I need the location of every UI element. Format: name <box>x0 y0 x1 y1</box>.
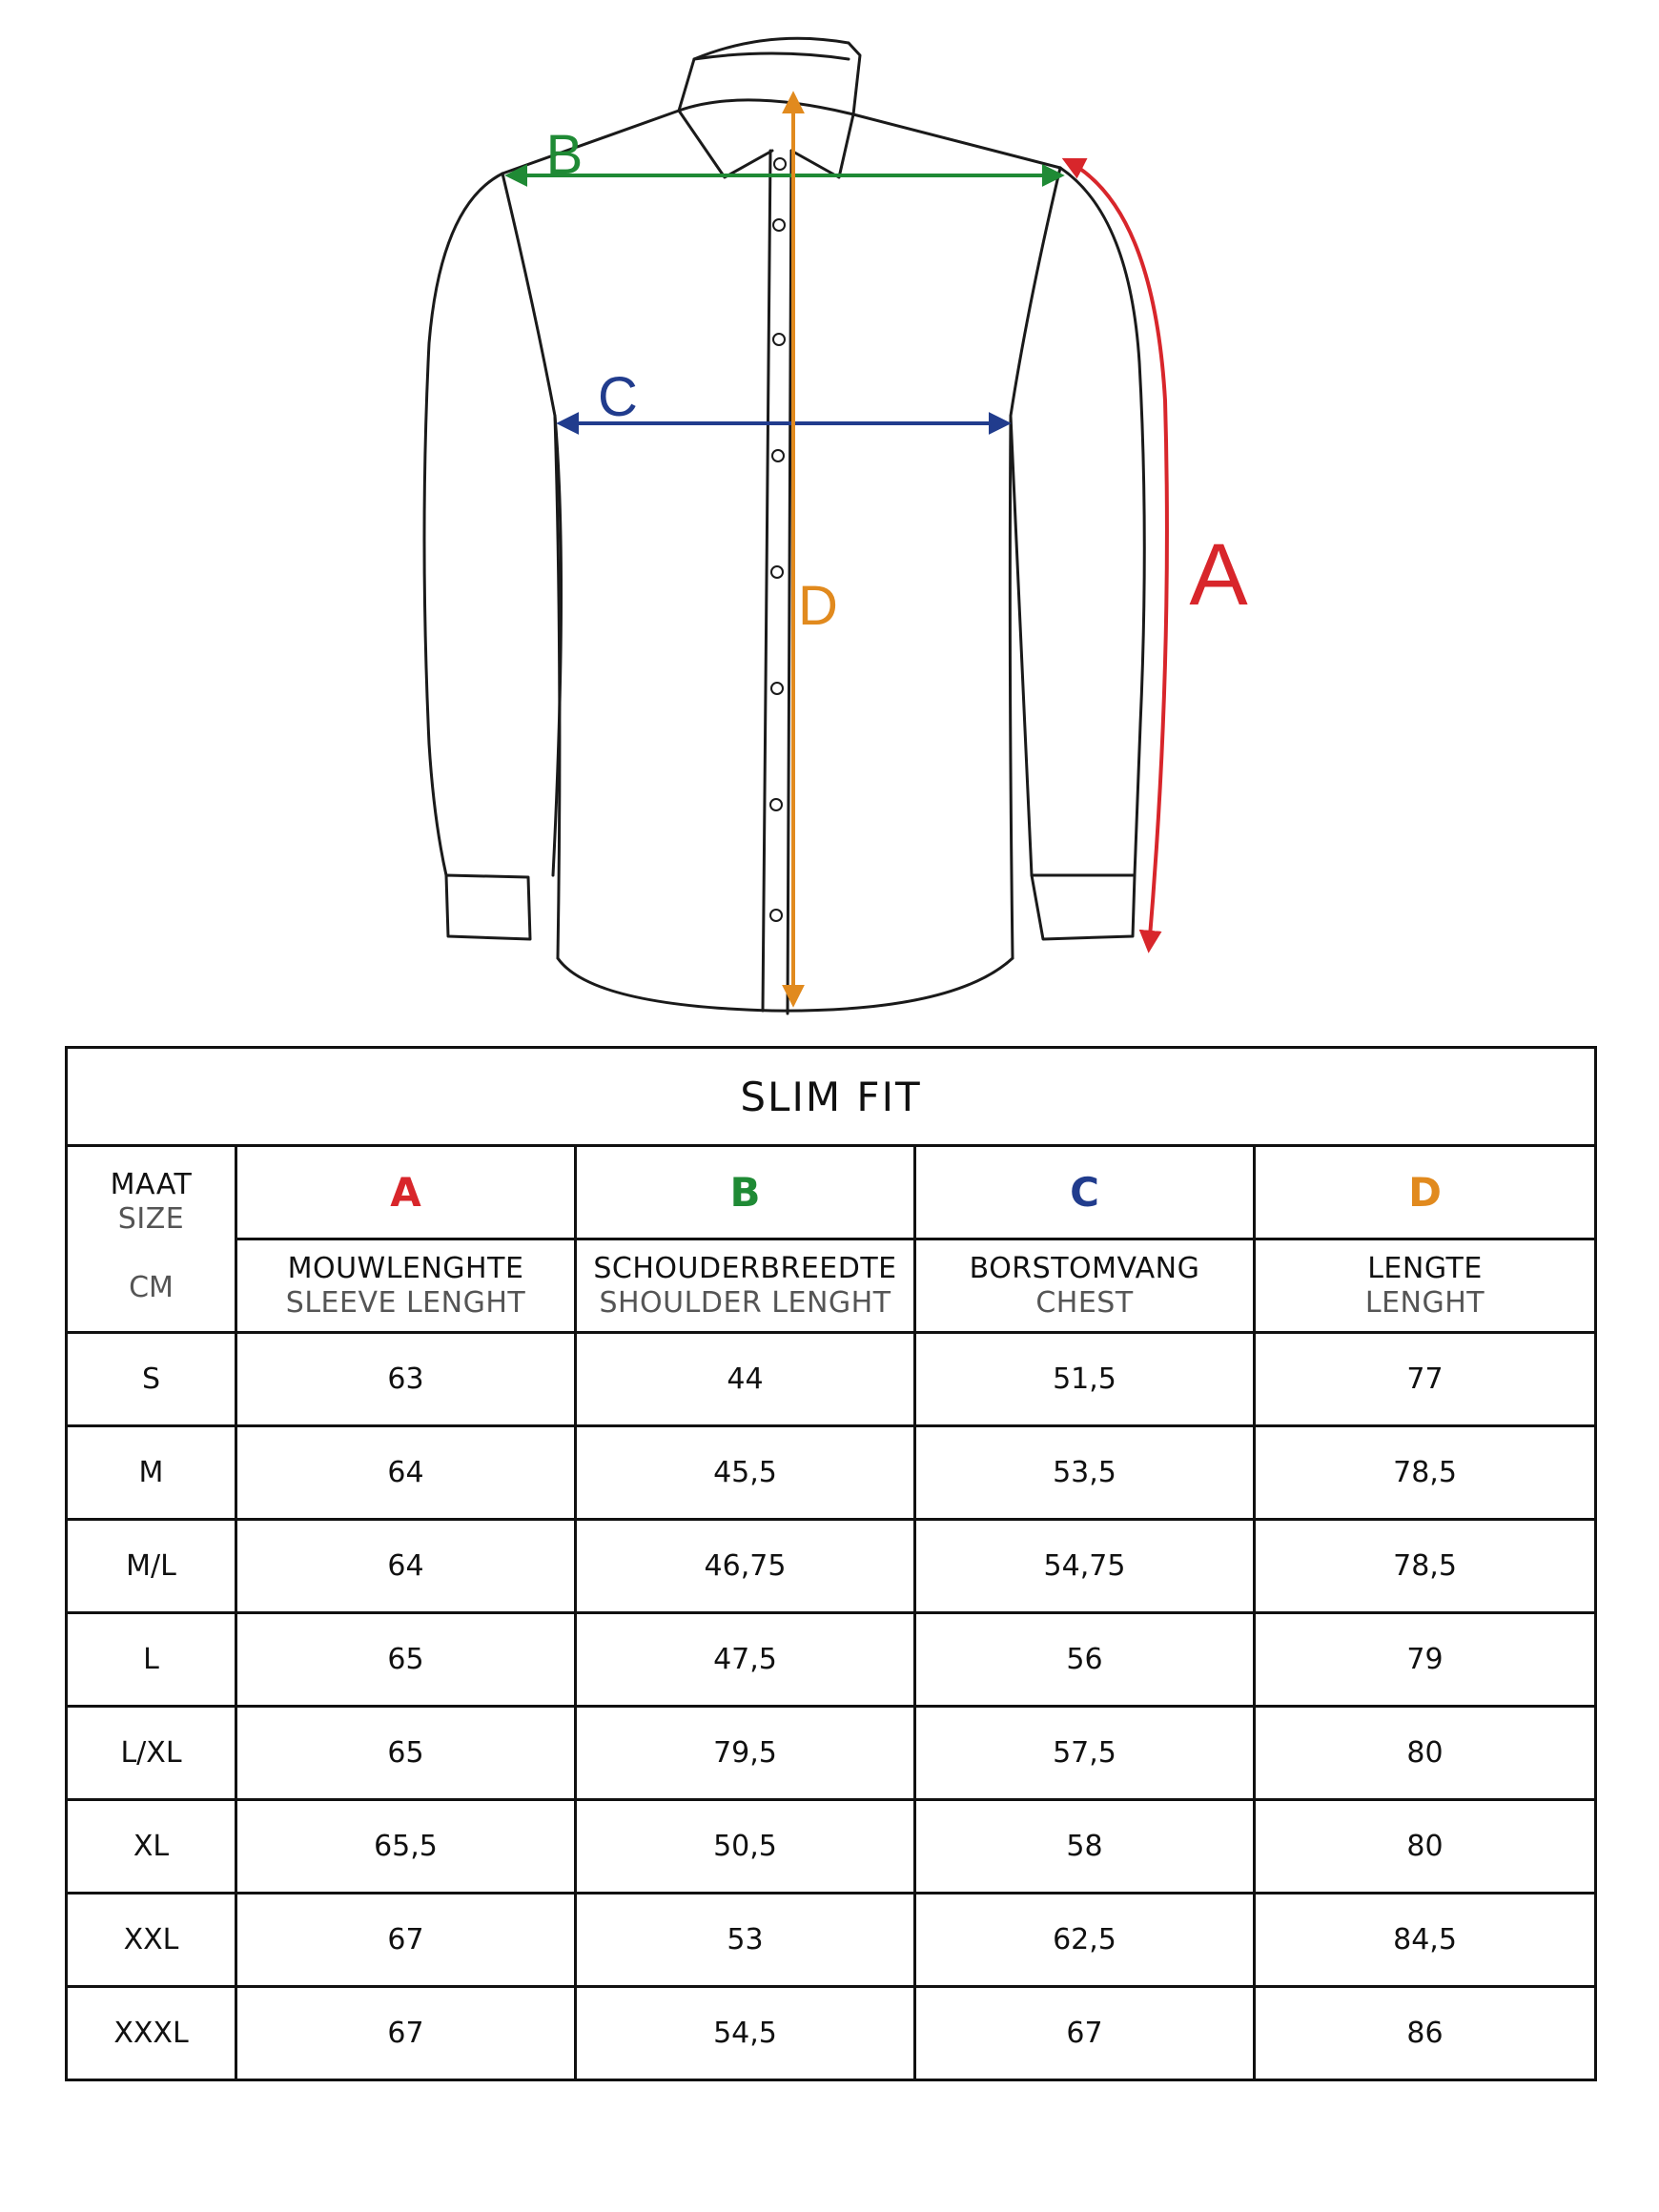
column-label-d: LENGTE LENGHT <box>1255 1239 1596 1333</box>
cell-d: 80 <box>1255 1800 1596 1894</box>
cell-a: 65 <box>236 1613 576 1707</box>
table-row <box>67 1333 1596 1426</box>
cell-b: 47,5 <box>576 1613 915 1707</box>
cell-d: 79 <box>1255 1613 1596 1707</box>
table-title-row <box>67 1048 1596 1146</box>
row-size: XXL <box>67 1894 236 1987</box>
cell-a: 64 <box>236 1520 576 1613</box>
column-letter-d: D <box>1255 1146 1596 1239</box>
size-header-unit: CM <box>129 1271 174 1304</box>
sleeve-length-arrow <box>1066 160 1167 949</box>
table-row <box>67 1987 1596 2080</box>
cell-a: 65,5 <box>236 1800 576 1894</box>
cell-c: 53,5 <box>915 1426 1255 1520</box>
table-row <box>67 1613 1596 1707</box>
cell-d: 78,5 <box>1255 1520 1596 1613</box>
table-row <box>67 1707 1596 1800</box>
label-d: D <box>798 575 838 637</box>
cell-b: 79,5 <box>576 1707 915 1800</box>
column-letter-row <box>67 1146 1596 1239</box>
cell-c: 51,5 <box>915 1333 1255 1426</box>
cell-a: 65 <box>236 1707 576 1800</box>
shirt-outline <box>424 38 1144 1014</box>
table-row <box>67 1894 1596 1987</box>
cell-d: 80 <box>1255 1707 1596 1800</box>
label-a: A <box>1189 526 1248 624</box>
size-header <box>67 1146 236 1333</box>
cell-b: 44 <box>576 1333 915 1426</box>
row-size: XXXL <box>67 1987 236 2080</box>
row-size: XL <box>67 1800 236 1894</box>
cell-d: 78,5 <box>1255 1426 1596 1520</box>
size-header-en: SIZE <box>117 1202 185 1236</box>
cell-a: 67 <box>236 1894 576 1987</box>
table-row <box>67 1520 1596 1613</box>
column-label-a: MOUWLENGHTE SLEEVE LENGHT <box>236 1239 576 1333</box>
cell-d: 77 <box>1255 1333 1596 1426</box>
size-header-nl: MAAT <box>110 1168 193 1201</box>
cell-c: 67 <box>915 1987 1255 2080</box>
column-label-b: SCHOUDERBREEDTE SHOULDER LENGHT <box>576 1239 915 1333</box>
cell-c: 57,5 <box>915 1707 1255 1800</box>
cell-c: 56 <box>915 1613 1255 1707</box>
shirt-measurement-diagram <box>0 0 1659 1030</box>
cell-d: 86 <box>1255 1987 1596 2080</box>
column-letter-a: A <box>236 1146 576 1239</box>
cell-a: 64 <box>236 1426 576 1520</box>
column-letter-c: C <box>915 1146 1255 1239</box>
cell-c: 54,75 <box>915 1520 1255 1613</box>
row-size: M <box>67 1426 236 1520</box>
cell-b: 46,75 <box>576 1520 915 1613</box>
size-table <box>65 1046 1597 2081</box>
cell-d: 84,5 <box>1255 1894 1596 1987</box>
shirt-buttons <box>770 158 786 921</box>
column-label-c: BORSTOMVANG CHEST <box>915 1239 1255 1333</box>
row-size: M/L <box>67 1520 236 1613</box>
label-c: C <box>598 366 638 428</box>
label-b: B <box>545 124 584 186</box>
cell-b: 53 <box>576 1894 915 1987</box>
cell-a: 67 <box>236 1987 576 2080</box>
column-letter-b: B <box>576 1146 915 1239</box>
table-title: SLIM FIT <box>67 1048 1596 1146</box>
table-row <box>67 1800 1596 1894</box>
row-size: L <box>67 1613 236 1707</box>
cell-b: 45,5 <box>576 1426 915 1520</box>
row-size: S <box>67 1333 236 1426</box>
row-size: L/XL <box>67 1707 236 1800</box>
cell-b: 50,5 <box>576 1800 915 1894</box>
column-label-row <box>67 1239 1596 1333</box>
table-row <box>67 1426 1596 1520</box>
cell-c: 58 <box>915 1800 1255 1894</box>
cell-a: 63 <box>236 1333 576 1426</box>
cell-c: 62,5 <box>915 1894 1255 1987</box>
cell-b: 54,5 <box>576 1987 915 2080</box>
